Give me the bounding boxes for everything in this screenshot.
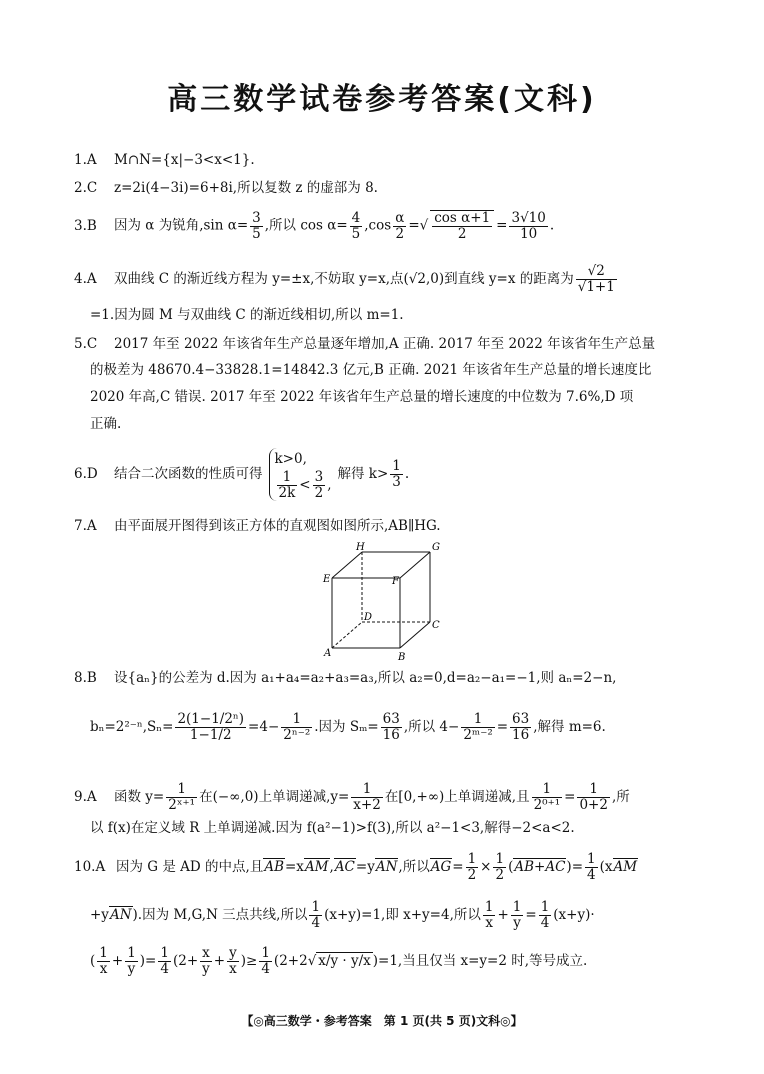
answer-text: + (497, 907, 509, 923)
answer-5-line-4: 正确. (90, 416, 122, 432)
numerator: 1 (577, 782, 610, 798)
answer-text: )≥ (240, 953, 258, 969)
numerator: 1 (512, 899, 522, 915)
denominator: 2k (278, 485, 296, 501)
numerator: 4 (351, 209, 361, 226)
answer-text: , (327, 477, 332, 493)
fraction (313, 470, 326, 501)
answer-text: 在(−∞,0)上单调递减,y= (199, 789, 350, 805)
fraction (277, 470, 298, 501)
vector: AN (375, 859, 398, 875)
numerator: 63 (512, 711, 530, 727)
numerator: 2(1−1/2ⁿ) (177, 711, 245, 727)
fraction (577, 782, 610, 813)
vertex-label-A: A (324, 648, 332, 659)
answer-5-line-2: 的极差为 48670.4−33828.1=14842.3 亿元,B 正确. 2021 年该省年生产总量的增长速度比 (90, 362, 652, 378)
answer-text: 在[0,+∞)上单调递减,且 (384, 789, 530, 805)
fraction (493, 852, 506, 883)
denominator: y (513, 915, 521, 931)
answer-text: 解得 k> (337, 466, 389, 482)
sqrt-expression: x/y · y/x (318, 953, 371, 969)
denominator: 5 (252, 225, 261, 242)
answer-text: = (496, 217, 508, 234)
answer-text: ( (508, 859, 514, 875)
fraction (227, 946, 239, 977)
answer-8-line-2 (90, 712, 606, 743)
fraction (259, 946, 272, 977)
vector: AM (304, 859, 329, 875)
fraction (483, 900, 496, 931)
denominator: 0+2 (579, 797, 608, 813)
numerator: 1 (495, 851, 505, 867)
numerator: 1 (166, 782, 197, 798)
denominator: 2 (457, 226, 467, 242)
fraction (461, 712, 494, 743)
denominator: 5 (351, 225, 361, 242)
edge-BC (400, 622, 430, 648)
denominator: 4 (540, 915, 550, 931)
system-row: k>0, (274, 451, 307, 467)
denominator: 4 (587, 867, 596, 883)
denominator: 3 (392, 474, 401, 490)
vertex-label-B: B (398, 652, 406, 663)
answer-text: (x (599, 859, 613, 875)
numerator: 1 (160, 945, 169, 961)
denominator: 10 (520, 225, 538, 242)
fraction (351, 782, 383, 813)
vertex-label-D: D (364, 612, 373, 623)
vertex-label-E: E (323, 574, 331, 585)
answer-text: 函数 y= (114, 789, 165, 805)
vector: AB+AC (514, 859, 566, 875)
answer-text: )= (139, 953, 157, 969)
answer-2 (74, 178, 378, 198)
answer-text: 双曲线 C 的渐近线方程为 y=±x,不妨取 y=x,点(√2,0)到直线 y=x 的距离为 (114, 271, 574, 287)
answer-text: =x (285, 859, 304, 875)
denominator: x+2 (353, 797, 381, 813)
denominator: y (202, 961, 210, 977)
answer-text: × (480, 859, 492, 875)
numerator: 1 (277, 470, 298, 486)
numerator: x (200, 946, 212, 962)
answer-10 (74, 852, 638, 883)
system-row (275, 470, 332, 501)
denominator: x (229, 961, 237, 977)
denominator: 2 (314, 485, 324, 501)
numerator: 63 (382, 711, 400, 727)
answer-number: 4.A (74, 271, 97, 287)
numerator: 1 (532, 782, 563, 798)
answer-text: ,解得 m=6. (533, 719, 606, 735)
answer-text: ,所以 4− (403, 719, 460, 735)
fraction (393, 211, 406, 242)
answer-text: ,所以 cos α= (264, 217, 348, 234)
answer-text: (2+2 (273, 953, 308, 969)
numerator: 1 (127, 945, 136, 961)
denominator: 4 (261, 961, 270, 977)
answer-text: = (496, 719, 509, 735)
answer-4 (74, 264, 619, 295)
answer-text: ,cos (364, 217, 392, 234)
numerator: 1 (461, 712, 494, 728)
denominator: 1−1/2 (189, 727, 232, 743)
fraction (510, 712, 531, 743)
answer-text: = (525, 907, 537, 923)
answer-text: ( (90, 953, 96, 969)
vertex-label-H: H (356, 542, 365, 553)
fraction (309, 900, 322, 931)
fraction (166, 782, 197, 813)
fraction (466, 852, 479, 883)
fraction (539, 900, 552, 931)
fraction (281, 712, 312, 743)
fraction (97, 946, 110, 977)
answer-10-line-2 (90, 900, 595, 931)
fraction (509, 211, 547, 242)
edge-EH (332, 552, 362, 578)
answer-text: (2+ (172, 953, 199, 969)
numerator: cos α+1 (434, 210, 491, 226)
denominator: 2ᵐ⁻² (463, 727, 493, 743)
answer-5-line-3: 2020 年高,C 错误. 2017 年至 2022 年该省年生产总量的增长速度的中位数为 7.6%,D 项 (90, 389, 634, 405)
answer-text: + (213, 953, 226, 969)
denominator: 2ⁿ⁻² (283, 727, 311, 743)
answer-text: bₙ=2²⁻ⁿ,Sₙ= (90, 719, 174, 735)
denominator: 2 (467, 867, 477, 883)
denominator: 16 (512, 727, 530, 743)
denominator: 2⁰⁺¹ (533, 797, 561, 813)
numerator: α (395, 209, 405, 226)
denominator: √1+1 (577, 279, 615, 295)
answer-text: 因为 G 是 AD 的中点,且 (116, 859, 264, 875)
vector: AG (430, 859, 452, 875)
numerator: 1 (587, 851, 596, 867)
sqrt-fraction (430, 210, 494, 242)
numerator: 1 (484, 899, 494, 915)
numerator: 1 (281, 712, 312, 728)
answer-9 (74, 782, 630, 813)
answer-text: M∩N={x|−3<x<1}. (114, 152, 255, 168)
answer-text: . (404, 466, 410, 482)
answer-text: (x+y)· (553, 907, 595, 923)
answer-text: + (111, 953, 124, 969)
fraction (511, 900, 524, 931)
numerator: 3√10 (511, 209, 546, 226)
edge-FG (400, 552, 430, 578)
vertex-label-C: C (432, 620, 440, 631)
vector: AB (264, 859, 284, 875)
answer-text: )= (566, 859, 584, 875)
denominator: 16 (382, 727, 400, 743)
answer-text: =4− (248, 719, 280, 735)
answer-text: ).因为 M,G,N 三点共线,所以 (132, 907, 308, 923)
fraction (175, 712, 246, 743)
answer-3: 3.B 因为 α 为锐角,sin α= $\frac{3}{5}$ ,所以 cos α= $\frac{4}{5}$ ,cos $\frac{\alpha}{2}$ =√ $\frac{\text{cos α+1}}{2}$ = $\frac{3√10}{10}$ . (74, 209, 555, 242)
answer-5 (74, 334, 655, 354)
numerator: y (229, 945, 237, 961)
numerator: 3 (252, 209, 261, 226)
answer-number: 2.C (74, 180, 98, 196)
answer-text: . (549, 217, 555, 234)
answer-number: 6.D (74, 466, 98, 482)
answer-text: .因为 Sₘ= (314, 719, 379, 735)
fraction (200, 946, 212, 977)
denominator: y (127, 961, 136, 977)
fraction (381, 712, 402, 743)
answer-text: )=1,当且仅当 x=y=2 时,等号成立. (372, 953, 588, 969)
answer-text: = (408, 217, 420, 234)
denominator: 2 (495, 867, 505, 883)
vector: AC (334, 859, 355, 875)
denominator: x (99, 961, 108, 977)
answer-number: 3.B (74, 217, 97, 234)
fraction (350, 211, 363, 242)
numerator: 1 (351, 782, 383, 798)
numerator: 1 (311, 899, 321, 915)
answer-10-line-3: ( $\frac{1}{x}$ + $\frac{1}{y}$ )= $\frac{1}{4}$ (2+ $\frac{x}{y}$ + $\frac{y}{x}$ )≥ $\frac{1}{4}$ (2+2√ x/y · y/x )=1,当且仅当 x=y=2 时,等号成立. (90, 945, 588, 977)
fraction (576, 264, 617, 295)
numerator: 1 (99, 945, 108, 961)
fraction (158, 946, 171, 977)
fraction (585, 852, 598, 883)
denominator: 2 (395, 225, 405, 242)
denominator: x (485, 915, 493, 931)
numerator: √2 (576, 264, 617, 280)
answer-text: +y (90, 907, 109, 923)
answer-4-line-2: =1.因为圆 M 与双曲线 C 的渐近线相切,所以 m=1. (90, 307, 404, 323)
answer-text: 2017 年至 2022 年该省年生产总量逐年增加,A 正确. 2017 年至 2022 年该省年生产总量 (114, 336, 656, 352)
numerator: 1 (392, 458, 401, 474)
answer-8 (74, 668, 616, 688)
equation-system (269, 448, 332, 501)
answer-text: = (564, 789, 576, 805)
answer-9-line-2: 以 f(x)在定义域 R 上单调递减.因为 f(a²−1)>f(3),所以 a²−1<3,解得−2<a<2. (90, 820, 575, 836)
answer-text: , (329, 859, 334, 875)
fraction (390, 459, 403, 490)
answer-text: 由平面展开图得到该正方体的直观图如图所示,AB∥HG. (114, 518, 441, 534)
page-title: 高三数学试卷参考答案(文科) (167, 82, 597, 117)
answer-text: (x+y)=1,即 x+y=4,所以 (324, 907, 481, 923)
answer-number: 5.C (74, 336, 98, 352)
answer-1 (74, 150, 255, 170)
cube-figure (310, 540, 450, 665)
numerator: 1 (467, 851, 477, 867)
vertex-label-G: G (432, 542, 440, 553)
answer-text: ,所以 (398, 859, 430, 875)
vertex-label-F: F (392, 576, 399, 587)
page-footer: 【◎高三数学・参考答案 第 1 页(共 5 页)文科◎】 (241, 1014, 523, 1028)
answer-text: < (299, 477, 311, 493)
answer-number: 1.A (74, 152, 97, 168)
answer-number: 8.B (74, 670, 97, 686)
answer-number: 10.A (74, 859, 106, 875)
numerator: 1 (261, 945, 270, 961)
answer-text: z=2i(4−3i)=6+8i,所以复数 z 的虚部为 8. (114, 180, 378, 196)
answer-text: =y (355, 859, 375, 875)
answer-text: 因为 α 为锐角,sin α= (114, 217, 249, 234)
answer-6 (74, 448, 409, 501)
answer-number: 9.A (74, 789, 97, 805)
denominator: 4 (311, 915, 321, 931)
answer-number: 7.A (74, 518, 97, 534)
answer-text: = (452, 859, 464, 875)
answer-text: 设{aₙ}的公差为 d.因为 a₁+a₄=a₂+a₃=a₃,所以 a₂=0,d=a₂−a₁=−1,则 aₙ=2−n, (114, 670, 617, 686)
numerator: 3 (314, 469, 324, 485)
answer-text: 结合二次函数的性质可得 (114, 466, 263, 482)
denominator: 4 (160, 961, 169, 977)
numerator: 1 (540, 899, 550, 915)
fraction (532, 782, 563, 813)
answer-7 (74, 516, 441, 536)
fraction (125, 946, 138, 977)
vector: AM (613, 859, 638, 875)
answer-text: ,所 (611, 789, 630, 805)
edge-AD (332, 622, 362, 648)
fraction (250, 211, 263, 242)
vector: AN (109, 907, 132, 923)
denominator: 2ˣ⁺¹ (168, 797, 196, 813)
